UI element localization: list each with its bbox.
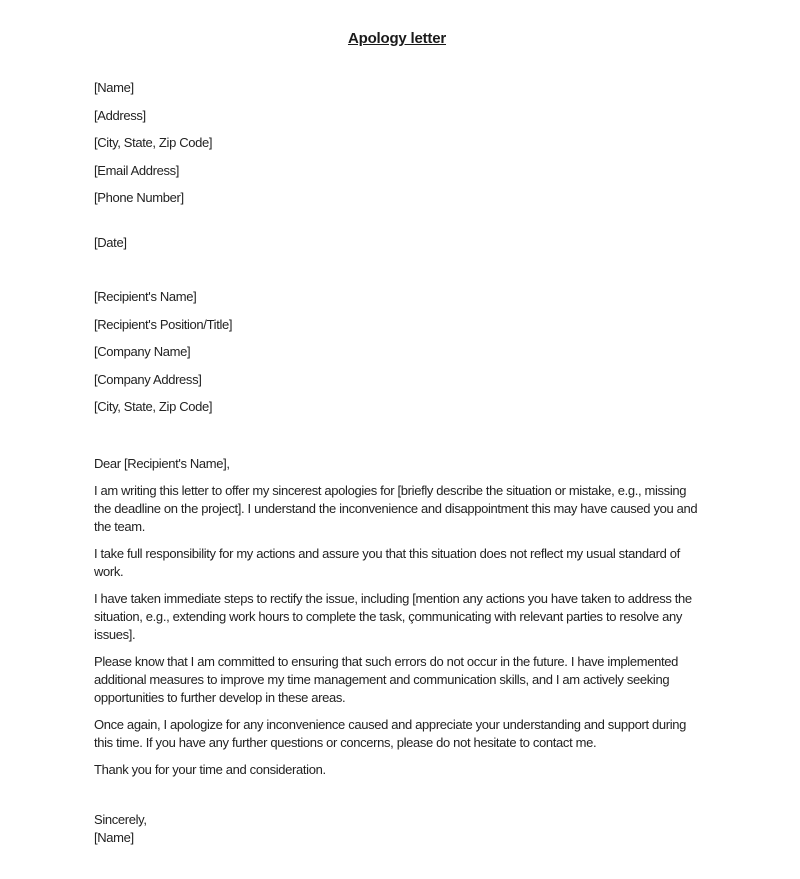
salutation: Dear [Recipient's Name], (94, 455, 230, 471)
closing-signoff: Sincerely, (94, 811, 147, 827)
body-paragraph-apology: I am writing this letter to offer my sincerest apologies for [briefly describe the situation or mistake, e.g., missing the deadline on the project]. I understand the inconvenience and disappointment this may have caused you and the team. (94, 482, 698, 534)
sender-email-line: [Email Address] (94, 162, 180, 178)
recipient-name-line: [Recipient's Name] (94, 289, 197, 304)
recipient-position-line: [Recipient's Position/Title] (94, 316, 233, 332)
sender-name-line: [Name] (94, 80, 134, 95)
date-line: [Date] (94, 234, 127, 250)
recipient-city-state-zip-line: [City, State, Zip Code] (94, 399, 213, 414)
body-paragraph-responsibility: I take full responsibility for my actions and assure you that this situation does not reflect my usual standard of work. (94, 545, 680, 579)
body-paragraph-once-again: Once again, I apologize for any inconvenience caused and appreciate your understanding and support during this time. If you have any further questions or concerns, please do not hesitate to contact me. (94, 716, 687, 750)
company-name-line: [Company Name] (94, 344, 191, 359)
closing-block (94, 811, 700, 847)
recipient-address-block (94, 283, 700, 421)
sender-address-block (94, 74, 700, 212)
body-paragraph-commitment: Please know that I am committed to ensuring that such errors do not occur in the future. I have implemented additional measures to improve my time management and communication skills, and I am actively seeking opportunities to further develop in these areas. (94, 653, 678, 705)
sender-address-line: [Address] (94, 107, 146, 123)
sender-phone-line: [Phone Number] (94, 190, 184, 205)
closing-name: [Name] (94, 829, 134, 845)
body-paragraph-rectify-steps: I have taken immediate steps to rectify the issue, including [mention any actions you have taken to address the situation, e.g., extending work hours to complete the task, çommunicating with relevant parties to resolve any issues]. (94, 590, 692, 642)
sender-city-state-zip-line: [City, State, Zip Code] (94, 135, 213, 150)
body-paragraph-thanks: Thank you for your time and consideration. (94, 761, 326, 777)
page-title: Apology letter (347, 30, 447, 47)
company-address-line: [Company Address] (94, 371, 202, 387)
